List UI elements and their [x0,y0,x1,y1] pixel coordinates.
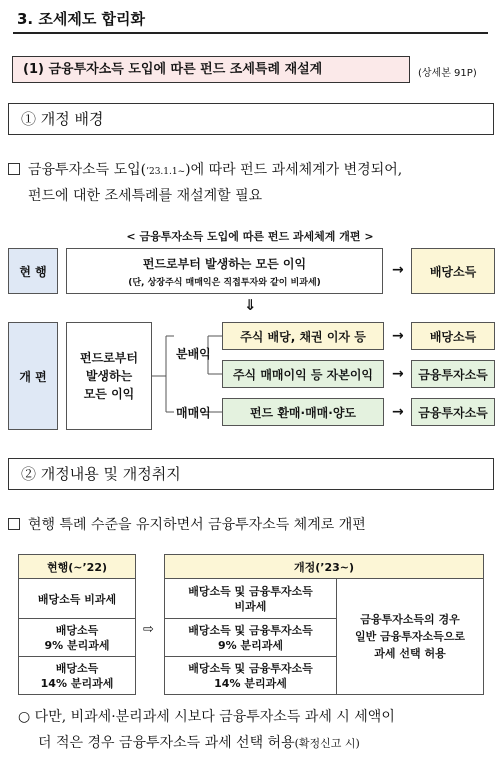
new-row-3: 배당소득 및 금융투자소득 14% 분리과세 [165,657,337,695]
part2-heading: ② 개정내용 및 개정취지 [8,458,494,490]
part2-paragraph: 현행 특례 수준을 유지하면서 금융투자소득 체계로 개편 [8,513,496,537]
current-row-3: 배당소득 14% 분리과세 [19,657,136,695]
arrow-right-icon: ⇨ [143,622,154,637]
current-income-box: 펀드로부터 발생하는 모든 이익 (단, 상장주식 매매익은 직접투자와 같이 비과세) [66,248,383,294]
new-label: 개 편 [8,322,58,430]
square-bullet-icon [8,163,20,175]
row-capital-gain-result: 금융투자소득 [411,360,495,388]
new-row-2: 배당소득 및 금융투자소득 9% 분리과세 [165,619,337,657]
new-row-1: 배당소득 및 금융투자소득 비과세 [165,579,337,619]
diagram-title: < 금융투자소득 도입에 따른 펀드 과세체계 개편 > [126,230,374,243]
part1-heading: ① 개정 배경 [8,103,494,135]
detail-page-reference: (상세본 91P) [418,68,477,79]
current-header: 현행(~’22) [19,555,136,579]
current-row-2: 배당소득 9% 분리과세 [19,619,136,657]
right-arrow-icon: → [392,262,404,278]
current-label: 현 행 [8,248,58,294]
circle-bullet-icon: ○ [18,709,31,725]
current-result-box: 배당소득 [411,248,495,294]
right-arrow-icon: → [392,404,404,420]
new-rules-table [164,554,484,695]
row-fund-redemption-result: 금융투자소득 [411,398,495,426]
fund-income-source-box: 펀드로부터 발생하는 모든 이익 [66,322,152,430]
down-arrow-icon: ⇓ [244,296,257,314]
section-title: 3. 조세제도 합리화 [13,8,488,34]
row-dividend-interest: 주식 배당, 채권 이자 등 [222,322,384,350]
right-arrow-icon: → [392,366,404,382]
subsection-title: (1) 금융투자소득 도입에 따른 펀드 조세특례 재설계 [12,56,410,83]
row-fund-redemption: 펀드 환매·매매·양도 [222,398,384,426]
row-capital-gain: 주식 매매이익 등 자본이익 [222,360,384,388]
square-bullet-icon [8,518,20,530]
new-side-note: 금융투자소득의 경우 일반 금융투자소득으로 과세 선택 허용 [337,579,484,695]
current-rules-table [18,554,136,695]
current-row-1: 배당소득 비과세 [19,579,136,619]
new-header: 개정(’23~) [165,555,484,579]
part1-paragraph: 금융투자소득 도입(’23.1.1~)에 따라 펀드 과세체계가 변경되어, 펀드에 대한 조세특례를 재설계할 필요 [8,158,496,208]
distribution-income-label: 분배익 [176,347,211,361]
row-dividend-result: 배당소득 [411,322,495,350]
closing-note: ○ 다만, 비과세·분리과세 시보다 금융투자소득 과세 시 세액이 더 적은 경우 금융투자소득 과세 선택 허용(확정신고 시) [18,709,395,751]
trading-income-label: 매매익 [176,406,211,420]
right-arrow-icon: → [392,328,404,344]
